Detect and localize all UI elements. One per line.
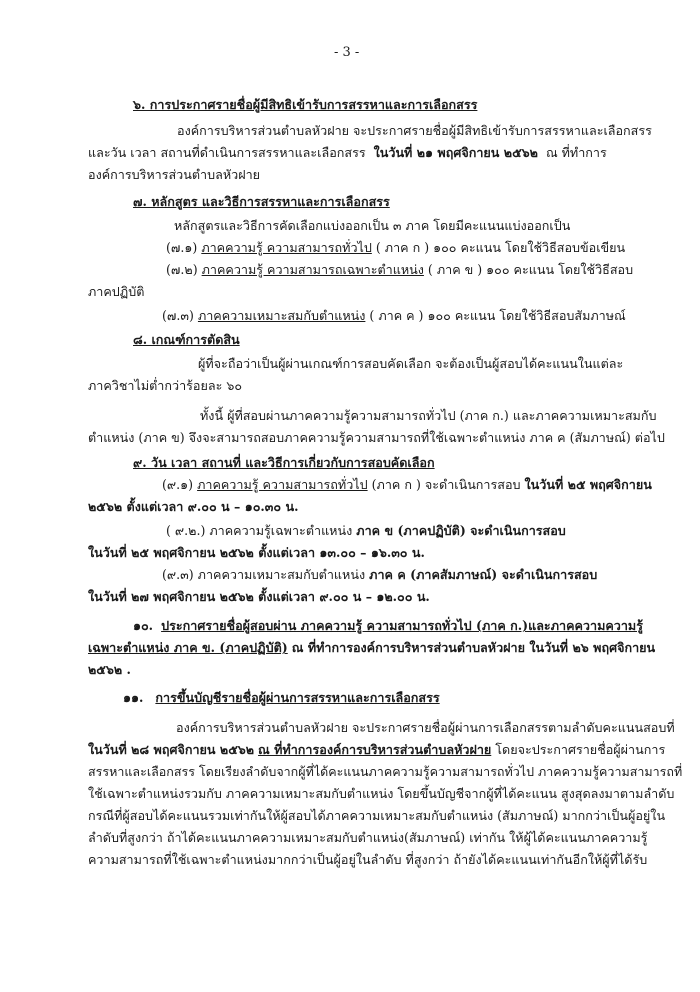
section-9-heading: ๙. วัน เวลา สถานที่ และวิธีการเกี่ยวกับการสอบคัดเลือก: [133, 455, 435, 470]
section-number: ๑๐.: [133, 618, 154, 633]
section-11-title: การขึ้นบัญชีรายชื่อผู้ผ่านการสรรหาและการเลือกสรร: [155, 690, 440, 705]
section-10-title: ประกาศรายชื่อผู้สอบผ่าน ภาคความรู้ ความสามารถทั่วไป (ภาค ก.)และภาคความความรู้: [161, 618, 644, 633]
section-11-line-2: [88, 742, 665, 758]
section-8-line-3: ทั้งนี้ ผู้ที่สอบผ่านภาคความรู้ความสามารถทั่วไป (ภาค ก.) และภาคความเหมาะสมกับ: [200, 408, 657, 423]
section-11-line-7: ความสามารถที่ใช้เฉพาะตำแหน่งมากกว่าเป็นผู้อยู่ในลำดับ ที่สูงกว่า ถ้ายังได้คะแนนเท่ากันอีกให้ผู้ที่ได้รับ: [88, 852, 648, 867]
section-11-line-1: องค์การบริหารส่วนตำบลหัวฝาย จะประกาศรายชื่อผู้ผ่านการเลือกสรรตามลำดับคะแนนสอบที่: [176, 720, 675, 735]
section-8-line-1: ผู้ที่จะถือว่าเป็นผู้ผ่านเกณฑ์การสอบคัดเลือก จะต้องเป็นผู้สอบได้คะแนนในแต่ละ: [198, 356, 624, 371]
section-10-line-2: [88, 640, 655, 656]
section-6-date: ในวันที่ ๒๑ พฤศจิกายน ๒๕๖๒: [373, 145, 538, 160]
section-7-line-1: หลักสูตรและวิธีการคัดเลือกแบ่งออกเป็น ๓ ภาค โดยมีคะแนนแบ่งออกเป็น: [174, 218, 571, 233]
section-10-line-1: [133, 618, 643, 634]
item-detail: (ภาค ก ) จะดำเนินการสอบ: [371, 477, 521, 492]
item-number: (๗.๓): [162, 308, 194, 323]
section-8-line-4: ตำแหน่ง (ภาค ข) จึงจะสามารถสอบภาคความรู้ความสามารถที่ใช้เฉพาะตำแหน่ง ภาค ค (สัมภาษณ์) ต่อไป: [88, 430, 665, 445]
section-6-line-2: [88, 145, 607, 161]
item-detail: ( ภาค ก ) ๑๐๐ คะแนน โดยใช้วิธีสอบข้อเขียน: [375, 240, 626, 255]
section-11-heading: [123, 690, 440, 706]
section-7-item-2: [166, 262, 633, 278]
section-number: ๑๑.: [123, 690, 144, 705]
section-11-line-3: สรรหาและเลือกสรร โดยเรียงลำดับจากผู้ที่ได้คะแนนภาคความรู้ความสามารถทั่วไป ภาคความรู้ความสามารถที่: [88, 764, 683, 779]
page-number: - 3 -: [334, 45, 360, 60]
section-11-date: ในวันที่ ๒๘ พฤศจิกายน ๒๕๖๒: [88, 742, 255, 757]
item-number: (๗.๑): [166, 240, 198, 255]
section-9-item-3-cont: ในวันที่ ๒๗ พฤศจิกายน ๒๕๖๒ ตั้งแต่เวลา ๙.๐๐ น – ๑๒.๐๐ น.: [88, 589, 430, 604]
section-9-item-3: [162, 567, 597, 583]
section-11-line-6: ลำดับที่สูงกว่า ถ้าได้คะแนนภาคความเหมาะสมกับตำแหน่ง(สัมภาษณ์) เท่ากัน ให้ผู้ได้คะแนนภาคความรู้: [88, 830, 648, 845]
item-number: (๙.๑): [162, 477, 194, 492]
item-title: ภาคความรู้ ความสามารถทั่วไป: [201, 240, 372, 255]
section-7-item-3: [162, 308, 626, 324]
item-title: ภาคความเหมาะสมกับตำแหน่ง: [197, 308, 366, 323]
item-number: (๗.๒): [166, 262, 198, 277]
section-11-line-4: ใช้เฉพาะตำแหน่งรวมกับ ภาคความเหมาะสมกับตำแหน่ง โดยขึ้นบัญชีจากผู้ที่ได้คะแนน สูงสุดลงมาตามลำดับ: [88, 786, 675, 801]
section-10-title-cont: เฉพาะตำแหน่ง ภาค ข. (ภาคปฏิบัติ): [88, 640, 288, 655]
section-10-line-3: ๒๕๖๒ .: [88, 662, 131, 677]
item-detail: ( ภาค ข ) ๑๐๐ คะแนน โดยใช้วิธีสอบ: [427, 262, 634, 277]
section-7-heading: ๗. หลักสูตร และวิธีการสรรหาและการเลือกสรร: [133, 194, 390, 209]
section-9-item-2-cont: ในวันที่ ๒๕ พฤศจิกายน ๒๕๖๒ ตั้งแต่เวลา ๑๓.๐๐ – ๑๖.๓๐ น.: [88, 545, 425, 560]
section-11-place: ณ ที่ทำการองค์การบริหารส่วนตำบลหัวฝาย: [258, 742, 492, 757]
item-title: ( ๙.๒.) ภาคความรู้เฉพาะตำแหน่ง: [166, 523, 353, 538]
section-7-item-2-cont: ภาคปฏิบัติ: [88, 284, 145, 299]
section-6-place: ณ ที่ทำการ: [545, 145, 607, 160]
section-8-line-2: ภาควิชาไม่ต่ำกว่าร้อยละ ๖๐: [88, 378, 243, 393]
section-6-line-1: องค์การบริหารส่วนตำบลหัวฝาย จะประกาศรายชื่อผู้มีสิทธิเข้ารับการสรรหาและเลือกสรร: [177, 123, 652, 138]
section-6-heading: ๖. การประกาศรายชื่อผู้มีสิทธิเข้ารับการสรรหาและการเลือกสรร: [133, 97, 478, 112]
section-10-detail: ณ ที่ทำการองค์การบริหารส่วนตำบลหัวฝาย ในวันที่ ๒๖ พฤศจิกายน: [291, 640, 656, 655]
section-11-line-5: กรณีที่ผู้สอบได้คะแนนรวมเท่ากันให้ผู้สอบได้ภาคความเหมาะสมกับตำแหน่ง (สัมภาษณ์) มากกว่าเป็นผู้อยู่ใน: [88, 808, 666, 823]
item-date: ในวันที่ ๒๕ พฤศจิกายน: [524, 477, 652, 492]
section-9-item-1: [162, 477, 652, 493]
section-9-item-1-cont: ๒๕๖๒ ตั้งแต่เวลา ๙.๐๐ น – ๑๐.๓๐ น.: [88, 499, 299, 514]
section-8-heading: ๘. เกณฑ์การตัดสิน: [133, 332, 240, 347]
section-6-line-2-text: และวัน เวลา สถานที่ดำเนินการสรรหาและเลือกสรร: [88, 145, 366, 160]
item-title: ภาคความรู้ ความสามารถทั่วไป: [197, 477, 368, 492]
section-7-item-1: [166, 240, 625, 256]
item-detail: ( ภาค ค ) ๑๐๐ คะแนน โดยใช้วิธีสอบสัมภาษณ์: [369, 308, 626, 323]
item-title: ภาคความรู้ ความสามารถเฉพาะตำแหน่ง: [201, 262, 424, 277]
item-detail: ภาค ค (ภาคสัมภาษณ์) จะดำเนินการสอบ: [369, 567, 598, 582]
section-9-item-2: [166, 523, 566, 539]
item-title: (๙.๓) ภาคความเหมาะสมกับตำแหน่ง: [162, 567, 366, 582]
section-11-detail: โดยจะประกาศรายชื่อผู้ผ่านการ: [495, 742, 666, 757]
section-6-line-3: องค์การบริหารส่วนตำบลหัวฝาย: [88, 167, 261, 182]
item-detail: ภาค ข (ภาคปฏิบัติ) จะดำเนินการสอบ: [356, 523, 566, 538]
